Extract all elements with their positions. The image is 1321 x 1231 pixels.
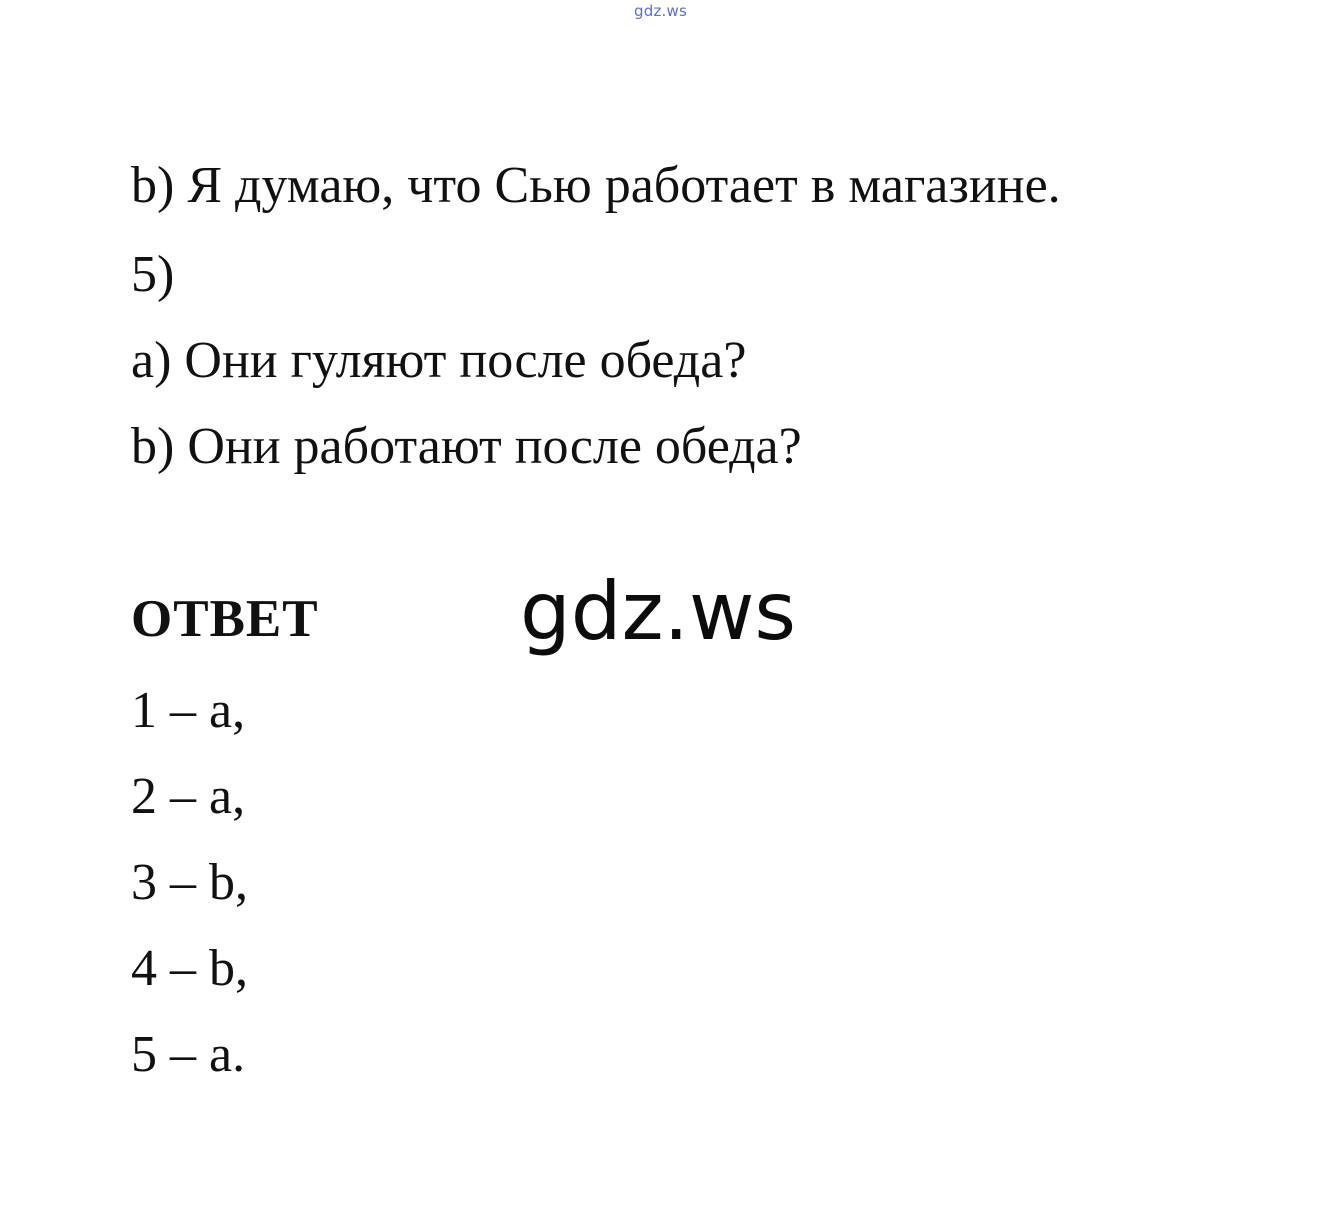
answer-item: 3 – b, <box>131 854 248 911</box>
answer-item: 4 – b, <box>131 940 248 997</box>
text-line-b2: b) Они работают после обеда? <box>131 418 802 475</box>
text-line-a: a) Они гуляют после обеда? <box>131 332 747 389</box>
answer-item: 2 – a, <box>131 768 246 825</box>
text-line-b: b) Я думаю, что Сью работает в магазине. <box>131 157 1061 214</box>
answer-item: 1 – a, <box>131 682 246 739</box>
answer-item: 5 – a. <box>131 1026 246 1083</box>
text-line-5: 5) <box>131 246 175 303</box>
header-watermark: gdz.ws <box>634 2 687 20</box>
answer-heading: ОТВЕТ <box>131 590 319 648</box>
center-watermark: gdz.ws <box>520 565 797 658</box>
